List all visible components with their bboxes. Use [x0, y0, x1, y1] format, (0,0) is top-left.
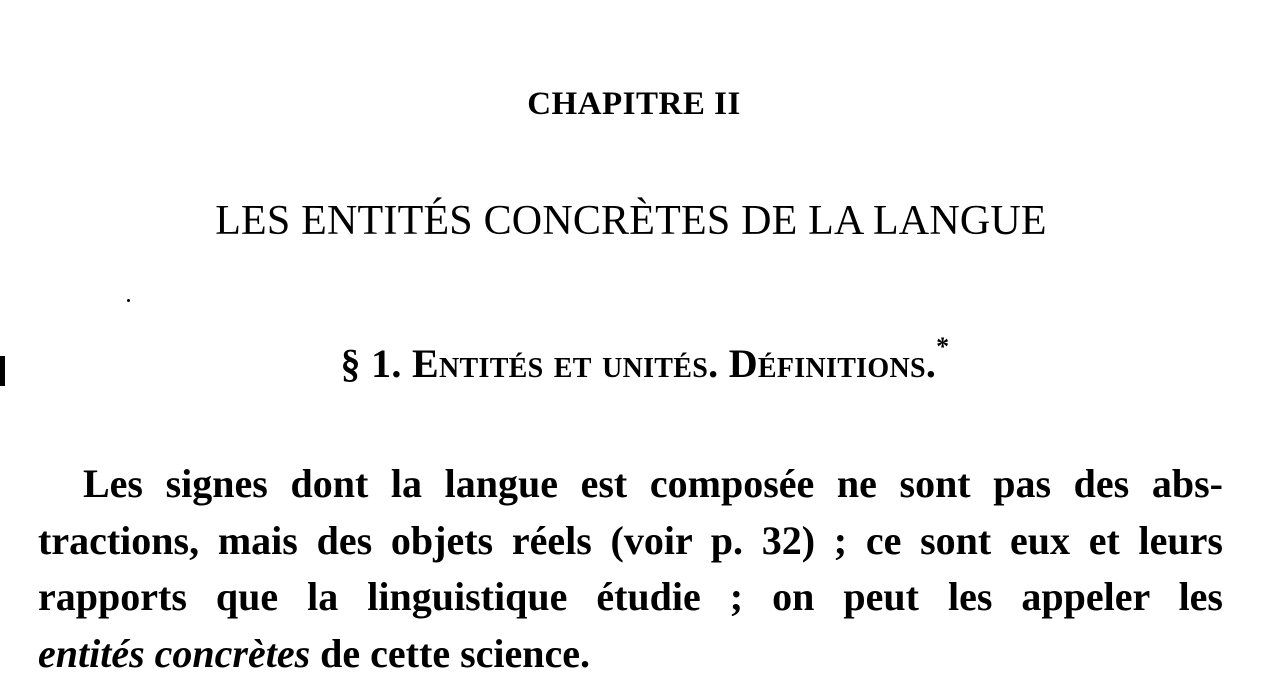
section-heading-text: § 1. Entités et unités. Définitions.: [341, 341, 937, 386]
footnote-marker: *: [936, 332, 949, 361]
section-heading: [0, 340, 1280, 388]
paragraph-line-4: [38, 626, 1223, 682]
chapter-title: LES ENTITÉS CONCRÈTES DE LA LANGUE: [0, 196, 1262, 246]
emphasized-term: entités concrètes: [38, 631, 310, 676]
paragraph-line-4-rest: de cette science.: [310, 631, 590, 676]
paragraph-line-3: rapports que la linguistique étudie ; on peut les appeler les: [38, 569, 1223, 626]
body-paragraph: [38, 456, 1223, 682]
paragraph-line-1: Les signes dont la langue est composée ne sont pas des abs-: [38, 456, 1223, 513]
print-speck: [127, 299, 130, 302]
chapter-label: CHAPITRE II: [0, 84, 1268, 124]
paragraph-line-2: tractions, mais des objets réels (voir p. 32) ; ce sont eux et leurs: [38, 513, 1223, 570]
